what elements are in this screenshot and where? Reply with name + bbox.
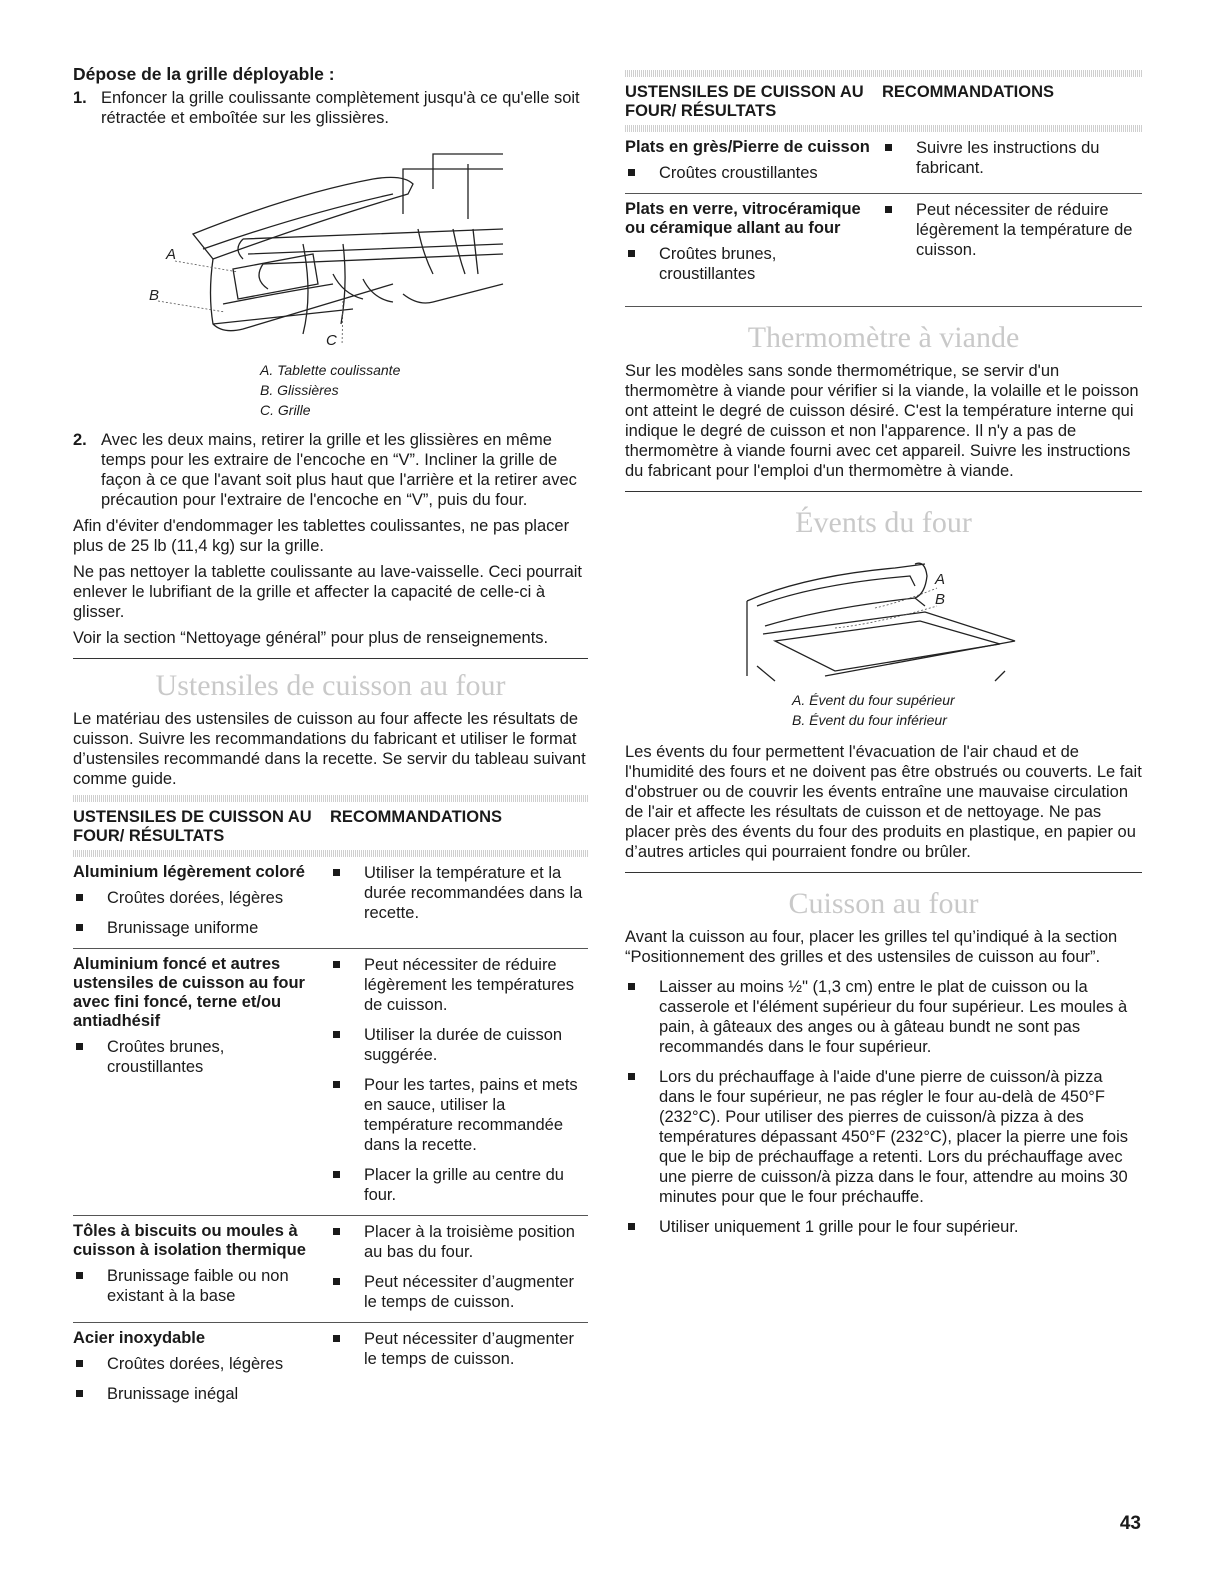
bullet-item: Lors du préchauffage à l'aide d'une pierre de cuisson/à pizza dans le four supérieur, ne pas régler le four au-delà de 450°F (232°C). Pour utiliser des pierres de cuisson/à pizza à des températures dépassant 450°F (232°C), placer la pierre une fois que le bip de préchauffage a retenti. Lors du préchauffage avec une pierre de cuisson/à pizza dans le four, attendre au moins 30 minutes pour que le four préchauffe.	[625, 1067, 1142, 1207]
paragraph: Afin d'éviter d'endommager les tablettes coulissantes, ne pas placer plus de 25 lb (11,4 kg) sur la grille.	[73, 517, 570, 555]
recommendation-item: Utiliser la durée de cuisson suggérée.	[330, 1025, 588, 1065]
recommendation-item: Peut nécessiter de réduire légèrement la température de cuisson.	[882, 200, 1142, 260]
callout-b: B	[935, 591, 946, 608]
step-number: 1.	[73, 89, 87, 107]
table-row	[73, 1216, 588, 1323]
result-item: Croûtes dorées, légères	[73, 888, 320, 908]
cookware-type: Plats en grès/Pierre de cuisson	[625, 138, 870, 156]
recommendation-item: Placer à la troisième position au bas du four.	[330, 1222, 588, 1262]
bullet-item: Utiliser uniquement 1 grille pour le four supérieur.	[625, 1217, 1142, 1237]
section-title-events: Évents du four	[795, 506, 972, 539]
table-header-cookware: USTENSILES DE CUISSON AU FOUR/ RÉSULTATS	[625, 83, 864, 120]
oven-vents-drawing	[625, 546, 1142, 686]
recommendation-item: Pour les tartes, pains et mets en sauce, utiliser la température recommandée dans la recette.	[330, 1075, 588, 1155]
table-top-rule	[73, 795, 588, 802]
table-header-cookware: USTENSILES DE CUISSON AU FOUR/ RÉSULTATS	[73, 808, 312, 845]
step-item	[73, 430, 588, 510]
section-title-cuisson: Cuisson au four	[788, 887, 979, 920]
legend-item: B. Évent du four inférieur	[792, 712, 947, 728]
step-text: Avec les deux mains, retirer la grille et les glissières en même temps pour les extraire de l'encoche en “V”. Incliner la grille de façon à ce que l'avant soit plus haut que l'arrière et la retirer avec précaution pour l'extraire de l'encoche en “V”, puis du four.	[101, 431, 577, 509]
recommendation-item: Placer la grille au centre du four.	[330, 1165, 588, 1205]
cookware-type: Aluminium foncé et autres ustensiles de cuisson au four avec fini foncé, terne et/ou antiadhésif	[73, 955, 305, 1030]
bullet-item: Laisser au moins ½" (1,3 cm) entre le plat de cuisson ou la casserole et l'élément supérieur du four supérieur. Les moules à pain, à gâteaux des anges ou à gâteau bundt ne sont pas recommandés dans le four supérieur.	[625, 977, 1142, 1057]
legend-item: B. Glissières	[260, 382, 339, 398]
recommendation-item: Peut nécessiter d’augmenter le temps de cuisson.	[330, 1329, 588, 1369]
section-title-thermometre: Thermomètre à viande	[747, 321, 1020, 354]
table-row	[73, 949, 588, 1216]
result-item: Croûtes brunes, croustillantes	[625, 244, 872, 284]
steps-list-1	[73, 88, 588, 128]
page-number: 43	[1119, 1513, 1141, 1534]
thermometer-paragraph: Sur les modèles sans sonde thermométrique, se servir d'un thermomètre à viande pour vérifier si la viande, la volaille et le poisson ont atteint le degré de cuisson désiré. C'est la température interne qui indique le degré de cuisson et non l'apparence. Il n'y a pas de thermomètre à viande fourni avec cet appareil. Suivre les instructions du fabricant pour l'emploi d'un thermomètre à viande.	[625, 362, 1139, 480]
steps-list-2	[73, 430, 588, 510]
figure-legend-vents	[792, 690, 1142, 730]
divider	[625, 872, 1142, 873]
cookware-table	[73, 802, 588, 1404]
step-text: Enfoncer la grille coulissante complètement jusqu'à ce qu'elle soit rétractée et emboîtée sur les glissières.	[101, 89, 580, 127]
recommendation-item: Suivre les instructions du fabricant.	[882, 138, 1142, 178]
cuisson-intro: Avant la cuisson au four, placer les grilles tel qu’indiqué à la section “Positionnement des grilles et des ustensiles de cuisson au four”.	[625, 928, 1118, 966]
table-row	[625, 132, 1142, 194]
result-item: Brunissage uniforme	[73, 918, 320, 938]
table-header-recommendations: RECOMMANDATIONS	[882, 83, 1055, 101]
result-item: Croûtes dorées, légères	[73, 1354, 320, 1374]
legend-item: A. Évent du four supérieur	[792, 692, 955, 708]
cookware-type: Plats en verre, vitrocéramique ou céramique allant au four	[625, 200, 861, 237]
cuisson-bullets	[625, 977, 1142, 1237]
figure-legend-rack	[260, 360, 588, 420]
divider	[73, 658, 588, 659]
paragraph: Ne pas nettoyer la tablette coulissante au lave-vaisselle. Ceci pourrait enlever le lubrifiant de la grille et affecter la capacité de celle-ci à glisser.	[73, 563, 583, 621]
cookware-type: Acier inoxydable	[73, 1329, 206, 1347]
table-top-rule	[625, 70, 1142, 77]
table-row	[73, 1323, 588, 1405]
rack-drawing	[73, 134, 588, 344]
right-column	[625, 70, 1142, 1237]
cookware-type: Aluminium légèrement coloré	[73, 863, 305, 881]
step-item	[73, 88, 588, 128]
table-header-recommendations: RECOMMANDATIONS	[330, 808, 503, 826]
legend-item: A. Tablette coulissante	[260, 362, 401, 378]
divider	[625, 491, 1142, 492]
table-row	[73, 857, 588, 949]
left-column	[73, 64, 588, 1404]
section-title-ustensiles: Ustensiles de cuisson au four	[155, 669, 506, 702]
callout-a: A	[935, 571, 946, 588]
table-header-rule	[73, 850, 588, 857]
rack-illustration	[73, 134, 588, 344]
table-header-rule	[625, 125, 1142, 132]
callout-b: B	[149, 287, 160, 304]
recommendation-item: Peut nécessiter de réduire légèrement les températures de cuisson.	[330, 955, 588, 1015]
result-item: Brunissage inégal	[73, 1384, 320, 1404]
section-intro: Le matériau des ustensiles de cuisson au four affecte les résultats de cuisson. Suivre les recommandations du fabricant et utiliser le format d’ustensiles recommandé dans la recette. Se servir du tableau suivant comme guide.	[73, 710, 586, 788]
cookware-type: Tôles à biscuits ou moules à cuisson à isolation thermique	[73, 1222, 306, 1259]
step-number: 2.	[73, 431, 87, 449]
legend-item: C. Grille	[260, 402, 311, 418]
callout-a: A	[166, 246, 177, 263]
recommendation-item: Peut nécessiter d’augmenter le temps de cuisson.	[330, 1272, 588, 1312]
table-row	[625, 194, 1142, 307]
paragraph: Voir la section “Nettoyage général” pour plus de renseignements.	[73, 629, 549, 647]
vents-paragraph: Les évents du four permettent l'évacuation de l'air chaud et de l'humidité des fours et ne doivent pas être obstrués ou couverts. Le fait d'obstruer ou de couvrir les évents entraîne une mauvaise circulation de l'air et affecte les résultats de cuisson et de nettoyage. Ne pas placer près des évents du four des produits en plastique, en papier ou d’autres articles qui pourraient fondre ou brûler.	[625, 743, 1142, 861]
oven-vents-illustration	[625, 546, 1142, 686]
cookware-table-continued	[625, 77, 1142, 307]
recommendation-item: Utiliser la température et la durée recommandées dans la recette.	[330, 863, 588, 923]
result-item: Croûtes brunes, croustillantes	[73, 1037, 320, 1077]
result-item: Croûtes croustillantes	[625, 163, 872, 183]
result-item: Brunissage faible ou non existant à la base	[73, 1266, 320, 1306]
section-heading-grille: Dépose de la grille déployable :	[73, 64, 335, 84]
callout-c: C	[326, 332, 337, 349]
